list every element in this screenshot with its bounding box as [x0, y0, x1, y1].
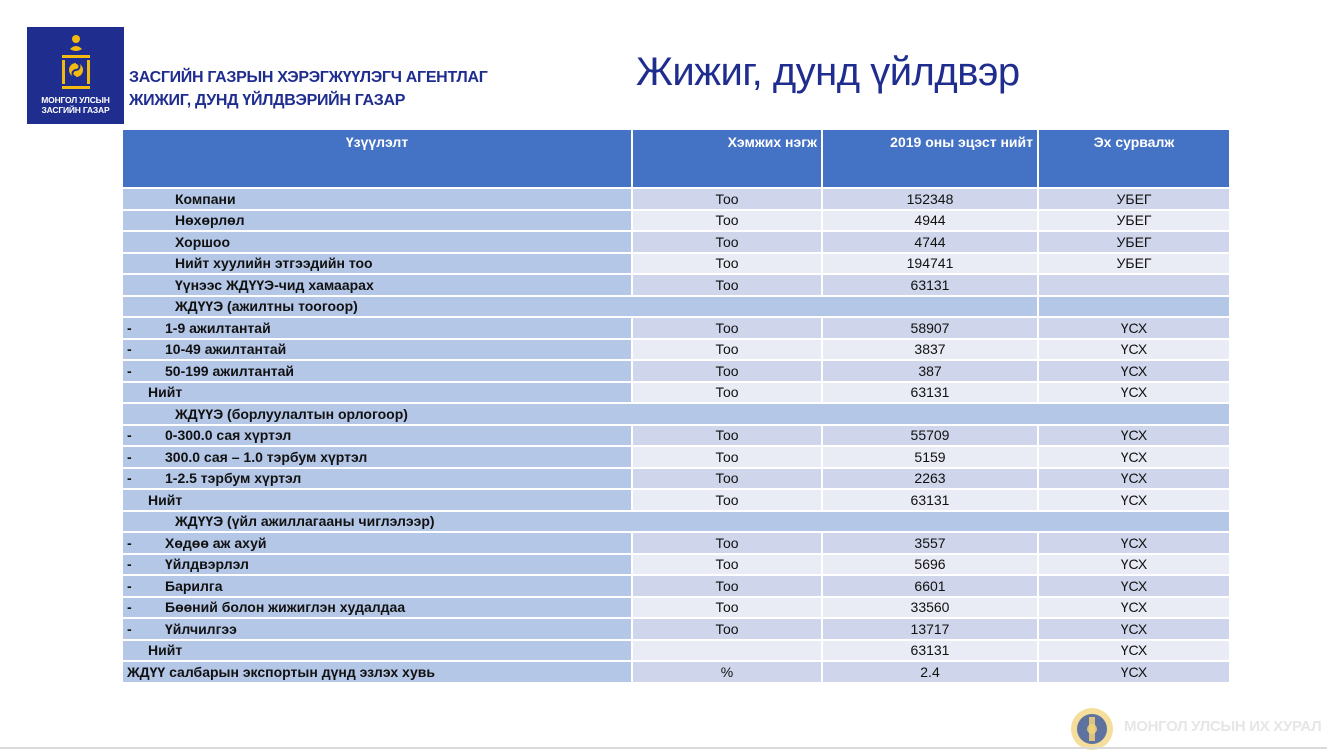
- table-row-export-share: [122, 661, 1230, 683]
- row-value: 33560: [822, 597, 1038, 619]
- row-value: 55709: [822, 425, 1038, 447]
- row-value: 5696: [822, 554, 1038, 576]
- row-value: 58907: [822, 317, 1038, 339]
- row-label-text: 1-9 ажилтантай: [165, 319, 271, 336]
- row-unit: Тоо: [632, 618, 822, 640]
- dash-marker: -: [127, 534, 132, 551]
- row-source: ҮСХ: [1038, 575, 1230, 597]
- section-label: ЖДҮҮЭ (ажилтны тоогоор): [122, 296, 1038, 318]
- row-source: ҮСХ: [1038, 468, 1230, 490]
- row-value: 13717: [822, 618, 1038, 640]
- table-row: [122, 554, 1230, 576]
- row-source-empty: [1038, 296, 1230, 318]
- row-label-text: 300.0 сая – 1.0 тэрбум хүртэл: [165, 448, 368, 465]
- row-value: 63131: [822, 640, 1038, 662]
- row-label-text: 1-2.5 тэрбум хүртэл: [165, 470, 302, 487]
- table-row: [122, 210, 1230, 232]
- table-row: [122, 317, 1230, 339]
- table-row-total: [122, 489, 1230, 511]
- government-logo: [27, 27, 124, 124]
- row-label: [122, 554, 632, 576]
- table-row: [122, 339, 1230, 361]
- row-unit: Тоо: [632, 339, 822, 361]
- row-value: 3557: [822, 532, 1038, 554]
- row-value: 63131: [822, 274, 1038, 296]
- row-label: [122, 360, 632, 382]
- table-row: [122, 253, 1230, 275]
- row-source: ҮСХ: [1038, 532, 1230, 554]
- column-header-source: Эх сурвалж: [1038, 129, 1230, 188]
- row-label-text: 10-49 ажилтантай: [165, 341, 287, 358]
- page-title: Жижиг, дунд үйлдвэр: [636, 50, 1020, 94]
- row-value: 2263: [822, 468, 1038, 490]
- dash-marker: -: [127, 448, 132, 465]
- table-row: [122, 188, 1230, 210]
- row-label: [122, 575, 632, 597]
- row-source: ҮСХ: [1038, 382, 1230, 404]
- row-value: 63131: [822, 489, 1038, 511]
- dash-marker: -: [127, 470, 132, 487]
- row-label: Нийт: [122, 382, 632, 404]
- row-source: УБЕГ: [1038, 231, 1230, 253]
- row-label-text: Хөдөө аж ахуй: [165, 534, 267, 551]
- table-row-total: [122, 640, 1230, 662]
- row-unit: Тоо: [632, 188, 822, 210]
- row-label: [122, 446, 632, 468]
- table-row: [122, 231, 1230, 253]
- column-header-total-2019: 2019 оны эцэст нийт: [822, 129, 1038, 188]
- row-value: 5159: [822, 446, 1038, 468]
- table-row: [122, 425, 1230, 447]
- row-value: 387: [822, 360, 1038, 382]
- table-header-row: [122, 129, 1230, 188]
- row-value: 6601: [822, 575, 1038, 597]
- row-label-text: Үйлдвэрлэл: [165, 556, 249, 573]
- dash-marker: -: [127, 427, 132, 444]
- row-unit: Тоо: [632, 382, 822, 404]
- row-unit: Тоо: [632, 446, 822, 468]
- dash-marker: -: [127, 362, 132, 379]
- dash-marker: -: [127, 620, 132, 637]
- row-source: УБЕГ: [1038, 210, 1230, 232]
- row-value: 4944: [822, 210, 1038, 232]
- row-label: [122, 317, 632, 339]
- dash-marker: -: [127, 577, 132, 594]
- row-unit: Тоо: [632, 210, 822, 232]
- row-value: 194741: [822, 253, 1038, 275]
- row-source: УБЕГ: [1038, 188, 1230, 210]
- row-unit: Тоо: [632, 360, 822, 382]
- row-unit: %: [632, 661, 822, 683]
- row-label: [122, 618, 632, 640]
- row-source: ҮСХ: [1038, 618, 1230, 640]
- table-row: [122, 532, 1230, 554]
- row-unit: Тоо: [632, 425, 822, 447]
- table-row-total: [122, 382, 1230, 404]
- row-source: УБЕГ: [1038, 253, 1230, 275]
- row-source: ҮСХ: [1038, 317, 1230, 339]
- row-label-text: Бөөний болон жижиглэн худалдаа: [165, 599, 406, 616]
- sme-statistics-table: [121, 128, 1231, 684]
- parliament-emblem-icon: [1069, 706, 1115, 752]
- row-unit: Тоо: [632, 532, 822, 554]
- row-value: 63131: [822, 382, 1038, 404]
- soyombo-icon: [56, 33, 96, 95]
- row-unit: Тоо: [632, 597, 822, 619]
- row-unit: Тоо: [632, 274, 822, 296]
- section-row-by-employees: [122, 296, 1230, 318]
- logo-line-1: МОНГОЛ УЛСЫН: [41, 95, 110, 105]
- row-label: [122, 425, 632, 447]
- row-label: [122, 532, 632, 554]
- row-label-text: Үйлчилгээ: [165, 620, 237, 637]
- row-label: Компани: [122, 188, 632, 210]
- dash-marker: -: [127, 319, 132, 336]
- row-unit: Тоо: [632, 253, 822, 275]
- section-label: ЖДҮҮЭ (үйл ажиллагааны чиглэлээр): [122, 511, 1230, 533]
- row-label-text: 0-300.0 сая хүртэл: [165, 427, 292, 444]
- row-label: [122, 597, 632, 619]
- row-source: ҮСХ: [1038, 597, 1230, 619]
- row-unit: Тоо: [632, 554, 822, 576]
- row-label: Нийт: [122, 640, 632, 662]
- row-source: [1038, 274, 1230, 296]
- row-source: ҮСХ: [1038, 360, 1230, 382]
- table-row: [122, 468, 1230, 490]
- table-row: [122, 446, 1230, 468]
- row-label: Үүнээс ЖДҮҮЭ-чид хамаарах: [122, 274, 632, 296]
- row-unit: [632, 640, 822, 662]
- row-unit: Тоо: [632, 489, 822, 511]
- row-label: Хоршоо: [122, 231, 632, 253]
- dash-marker: -: [127, 556, 132, 573]
- row-value: 4744: [822, 231, 1038, 253]
- agency-line-1: ЗАСГИЙН ГАЗРЫН ХЭРЭГЖҮҮЛЭГЧ АГЕНТЛАГ: [129, 69, 488, 86]
- table-row: [122, 274, 1230, 296]
- agency-name: [129, 66, 487, 112]
- table-row: [122, 597, 1230, 619]
- row-source: ҮСХ: [1038, 640, 1230, 662]
- row-label-text: 50-199 ажилтантай: [165, 362, 295, 379]
- row-source: ҮСХ: [1038, 425, 1230, 447]
- row-label: Нийт хуулийн этгээдийн тоо: [122, 253, 632, 275]
- footer-parliament-text: МОНГОЛ УЛСЫН ИХ ХУРАЛ: [1124, 718, 1322, 735]
- row-label: [122, 339, 632, 361]
- row-label: [122, 468, 632, 490]
- row-value: 2.4: [822, 661, 1038, 683]
- row-source: ҮСХ: [1038, 339, 1230, 361]
- row-unit: Тоо: [632, 317, 822, 339]
- section-label: ЖДҮҮЭ (борлуулалтын орлогоор): [122, 403, 1230, 425]
- row-unit: Тоо: [632, 575, 822, 597]
- row-value: 3837: [822, 339, 1038, 361]
- table-row: [122, 575, 1230, 597]
- row-unit: Тоо: [632, 468, 822, 490]
- logo-line-2: ЗАСГИЙН ГАЗАР: [41, 105, 110, 115]
- row-source: ҮСХ: [1038, 489, 1230, 511]
- row-unit: Тоо: [632, 231, 822, 253]
- dash-marker: -: [127, 341, 132, 358]
- row-source: ҮСХ: [1038, 554, 1230, 576]
- section-row-by-revenue: [122, 403, 1230, 425]
- row-source: ҮСХ: [1038, 661, 1230, 683]
- row-source: ҮСХ: [1038, 446, 1230, 468]
- dash-marker: -: [127, 599, 132, 616]
- table-row: [122, 360, 1230, 382]
- column-header-indicator: Үзүүлэлт: [122, 129, 632, 188]
- bottom-divider: [0, 747, 1327, 749]
- section-row-by-activity: [122, 511, 1230, 533]
- agency-line-2: ЖИЖИГ, ДУНД ҮЙЛДВЭРИЙН ГАЗАР: [129, 92, 406, 109]
- row-label: Нөхөрлөл: [122, 210, 632, 232]
- row-label: ЖДҮҮ салбарын экспортын дүнд эзлэх хувь: [122, 661, 632, 683]
- row-label-text: Барилга: [165, 577, 223, 594]
- table-row: [122, 618, 1230, 640]
- row-value: 152348: [822, 188, 1038, 210]
- row-label: Нийт: [122, 489, 632, 511]
- column-header-unit: Хэмжих нэгж: [632, 129, 822, 188]
